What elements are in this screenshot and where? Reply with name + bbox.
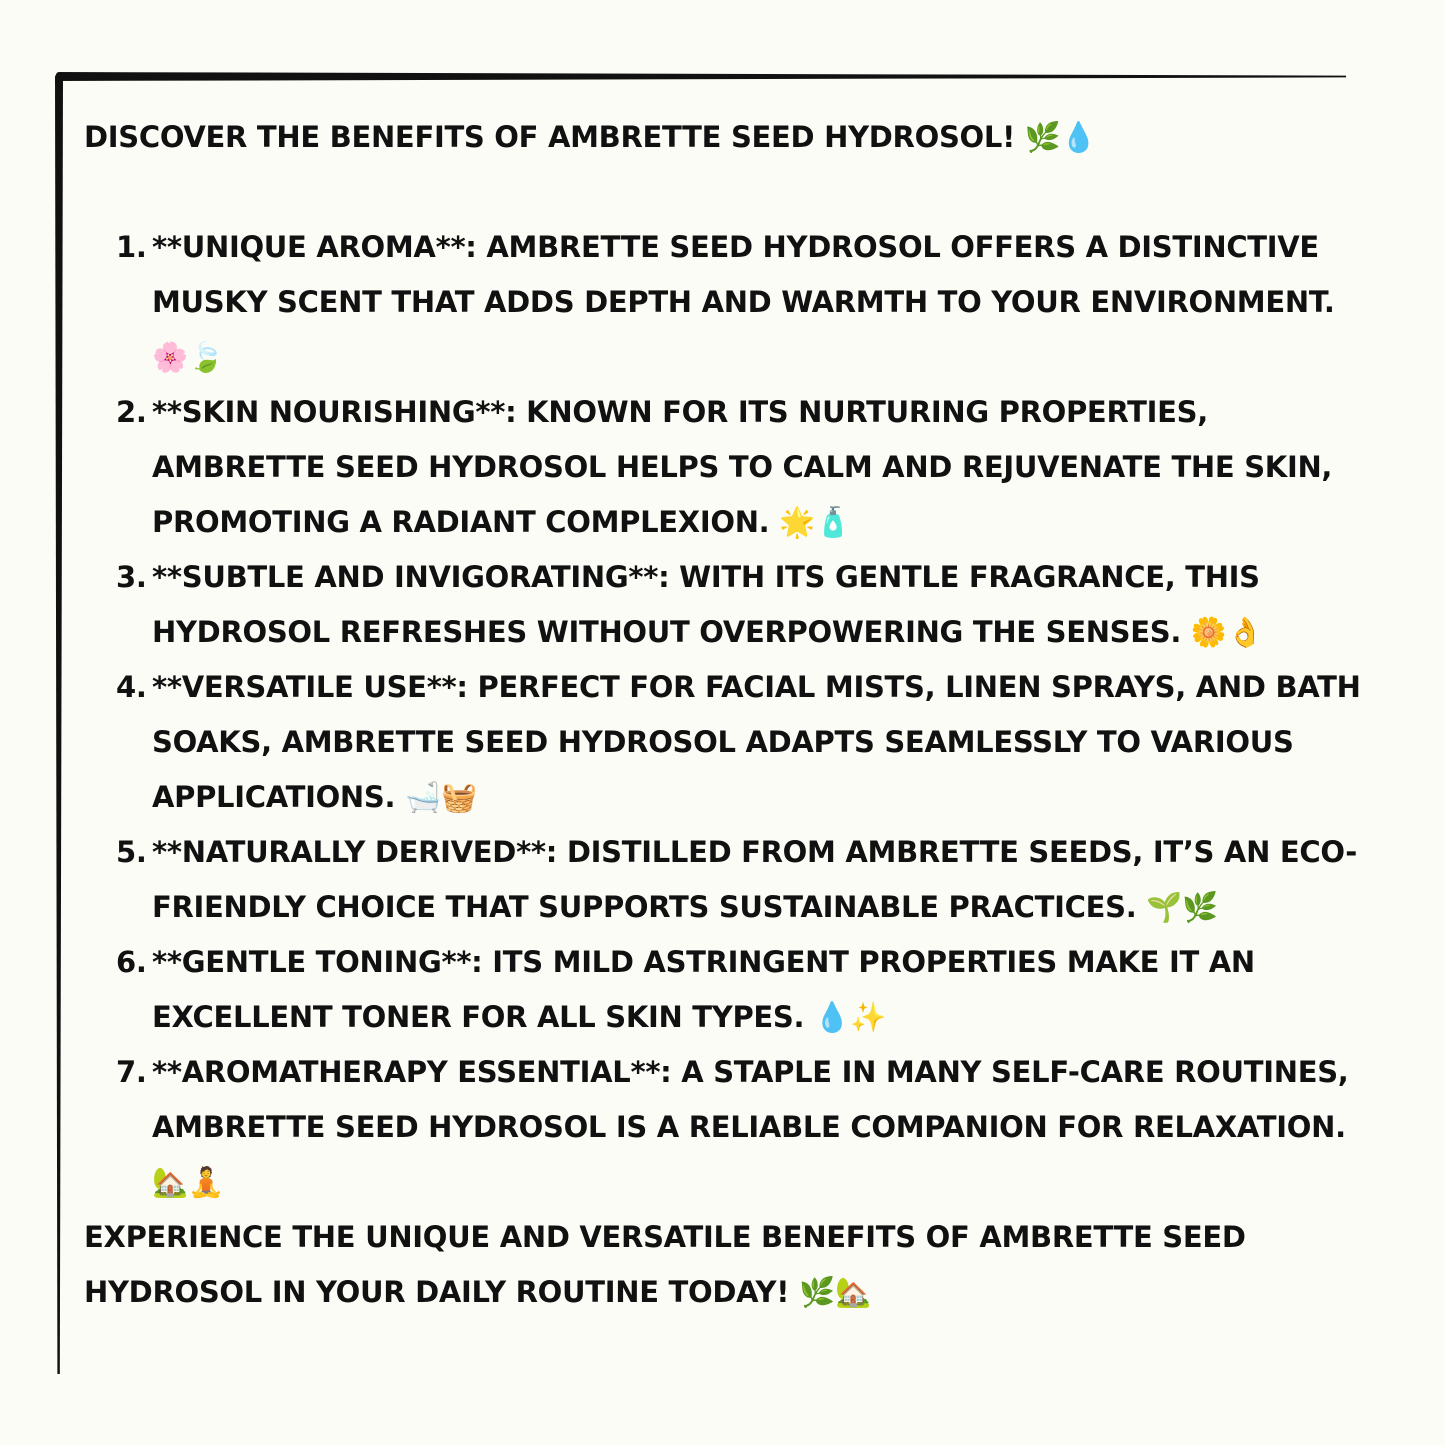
list-item-text: **NATURALLY DERIVED**: DISTILLED FROM AMBRETTE SEEDS, IT’S AN ECO-FRIENDLY CHOICE THAT SUPPORTS SUSTAINABLE PRACTICES.: [152, 835, 1357, 924]
list-item-emoji: 🌸🍃: [152, 340, 225, 374]
benefits-list: [84, 220, 1374, 1210]
outro-line: [84, 1210, 1374, 1320]
list-item-text: **VERSATILE USE**: PERFECT FOR FACIAL MISTS, LINEN SPRAYS, AND BATH SOAKS, AMBRETTE SEED HYDROSOL ADAPTS SEAMLESSLY TO VARIOUS APPLICATIONS.: [152, 670, 1361, 814]
list-item-emoji: 🌱🌿: [1146, 890, 1219, 924]
list-item: [116, 1045, 1374, 1210]
list-item: [116, 220, 1374, 385]
intro-text: DISCOVER THE BENEFITS OF AMBRETTE SEED HYDROSOL!: [84, 120, 1015, 154]
list-item-number: 5.: [116, 835, 147, 869]
list-item: [116, 660, 1374, 825]
list-item-text: **AROMATHERAPY ESSENTIAL**: A STAPLE IN MANY SELF-CARE ROUTINES, AMBRETTE SEED HYDROSOL IS A RELIABLE COMPANION FOR RELAXATION.: [152, 1055, 1349, 1144]
list-item-number: 6.: [116, 945, 147, 979]
list-item-text: **UNIQUE AROMA**: AMBRETTE SEED HYDROSOL OFFERS A DISTINCTIVE MUSKY SCENT THAT ADDS DEPTH AND WARMTH TO YOUR ENVIRONMENT.: [152, 230, 1335, 319]
outro-text: EXPERIENCE THE UNIQUE AND VERSATILE BENEFITS OF AMBRETTE SEED HYDROSOL IN YOUR DAILY ROUTINE TODAY!: [84, 1220, 1246, 1309]
list-item: [116, 825, 1374, 935]
list-item-number: 3.: [116, 560, 147, 594]
list-item: [116, 935, 1374, 1045]
list-item-emoji: 🛁🧺: [405, 780, 478, 814]
list-item-number: 7.: [116, 1055, 147, 1089]
list-item-text: **SUBTLE AND INVIGORATING**: WITH ITS GENTLE FRAGRANCE, THIS HYDROSOL REFRESHES WITHOUT OVERPOWERING THE SENSES.: [152, 560, 1260, 649]
list-item: [116, 550, 1374, 660]
list-item-text: **SKIN NOURISHING**: KNOWN FOR ITS NURTURING PROPERTIES, AMBRETTE SEED HYDROSOL HELPS TO CALM AND REJUVENATE THE SKIN, PROMOTING A RADIANT COMPLEXION.: [152, 395, 1333, 539]
list-item-number: 4.: [116, 670, 147, 704]
list-item: [116, 385, 1374, 550]
list-item-emoji: 🌟🧴: [779, 505, 852, 539]
list-item-text: **GENTLE TONING**: ITS MILD ASTRINGENT PROPERTIES MAKE IT AN EXCELLENT TONER FOR ALL SKIN TYPES.: [152, 945, 1255, 1034]
list-item-emoji: 🌼👌: [1190, 615, 1264, 649]
frame-left-border: [55, 74, 63, 1374]
list-item-emoji: 🏡🧘: [152, 1165, 225, 1199]
frame-top-border: [56, 72, 1346, 81]
list-item-number: 1.: [116, 230, 147, 264]
list-item-emoji: 💧✨: [814, 1000, 887, 1034]
intro-line: [84, 110, 1374, 165]
herb-droplet-emoji: 🌿💧: [1024, 120, 1098, 154]
list-item-number: 2.: [116, 395, 147, 429]
herb-house-emoji: 🌿🏡: [798, 1275, 872, 1309]
post-content: [84, 110, 1374, 1320]
